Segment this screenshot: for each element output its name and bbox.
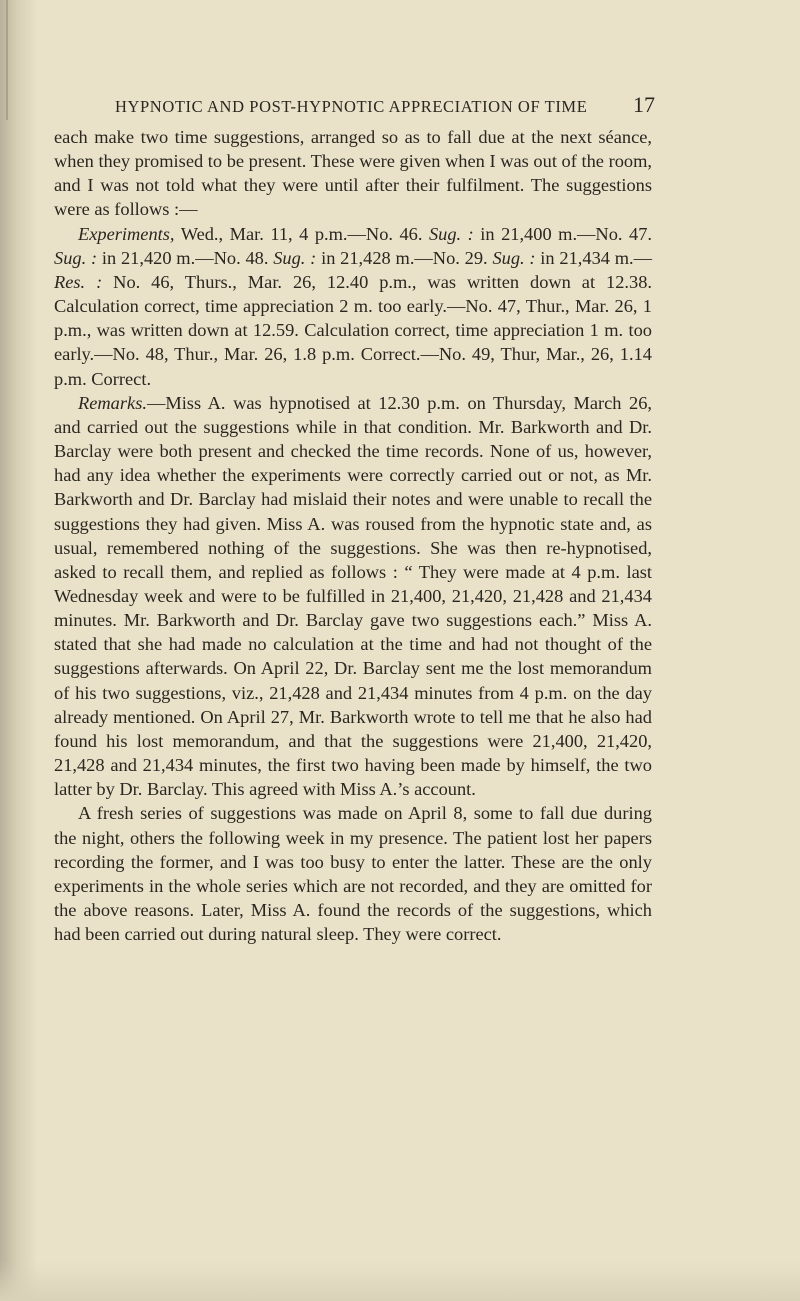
paragraph-1	[54, 125, 652, 222]
paragraph-text: in 21,428 m.—No. 29.	[316, 247, 493, 268]
running-head	[115, 92, 655, 118]
running-head-title: HYPNOTIC AND POST-HYPNOTIC APPRECIATION OF TIME	[115, 97, 588, 116]
page-edge	[6, 0, 8, 120]
paragraph-remarks	[54, 391, 652, 802]
page-bottom-shadow	[0, 1261, 800, 1301]
suggestion-label: Sug. :	[492, 247, 536, 268]
paragraph-text: Wed., Mar. 11, 4 p.m.—No. 46.	[174, 223, 429, 244]
paragraph-text: in 21,400 m.—No. 47.	[473, 223, 652, 244]
paragraph-text: No. 46, Thurs., Mar. 26, 12.40 p.m., was written down at 12.38. Calculation correct, time appreciation 2 m. too early.—No. 47, Thur., Mar. 26, 1 p.m., was written down at 12.59. Calculation correct, time appreciation 1 m. too early.—No. 48, Thur., Mar. 26, 1.8 p.m. Correct.—No. 49, Thur, Mar., 26, 1.14 p.m. Correct.	[54, 271, 652, 389]
suggestion-label: Sug. :	[428, 223, 474, 244]
paragraph-lead: Remarks.	[78, 392, 147, 413]
paragraph-text: in 21,434 m.—	[535, 247, 653, 268]
page-number: 17	[633, 92, 655, 117]
paragraph-text: each make two time suggestions, arranged so as to fall due at the next séance, when they promised to be present. These were given when I was out of the room, and I was not told what they were until after their fulfilment. The suggestions were as follows :—	[54, 127, 652, 220]
page-binding-shadow	[0, 0, 38, 1301]
paragraph-text: A fresh series of suggestions was made on April 8, some to fall due during the night, others the following week in my presence. The patient lost her papers recording the former, and I was too busy to enter the latter. These are the only experiments in the whole series which are not recorded, and they are omitted for the above reasons. Later, Miss A. found the records of the suggestions, which had been carried out during natural sleep. They were correct.	[54, 803, 652, 945]
suggestion-label: Sug. :	[54, 247, 98, 268]
paragraph-experiments	[54, 222, 652, 391]
body-text	[54, 125, 652, 946]
paragraph-text: in 21,420 m.—No. 48.	[97, 247, 274, 268]
paragraph-text: —Miss A. was hypnotised at 12.30 p.m. on Thursday, March 26, and carried out the suggestions while in that condition. Mr. Barkworth and Dr. Barclay were both present and checked the time records. None of us, however, had any idea whether the experiments were correctly carried out or not, as Mr. Barkworth and Dr. Barclay had mislaid their notes and were unable to recall the suggestions they had given. Miss A. was roused from the hypnotic state and, as usual, remembered nothing of the suggestions. She was then re-hypnotised, asked to recall them, and replied as follows : “ They were made at 4 p.m. last Wednesday week and were to be fulfilled in 21,400, 21,420, 21,428 and 21,434 minutes. Mr. Barkworth and Dr. Barclay gave two suggestions each.” Miss A. stated that she had made no calculation at the time and had not thought of the suggestions afterwards. On April 22, Dr. Barclay sent me the lost memorandum of his two suggestions, viz., 21,428 and 21,434 minutes from 4 p.m. on the day already mentioned. On April 27, Mr. Barkworth wrote to tell me that he also had found his lost memorandum, and that the suggestions were 21,400, 21,420, 21,428 and 21,434 minutes, the first two having been made by himself, the two latter by Dr. Barclay. This agreed with Miss A.’s account.	[54, 392, 652, 800]
result-label: Res. :	[54, 271, 103, 292]
paragraph-4	[54, 801, 652, 946]
suggestion-label: Sug. :	[273, 247, 317, 268]
paragraph-lead: Experiments,	[78, 223, 175, 244]
